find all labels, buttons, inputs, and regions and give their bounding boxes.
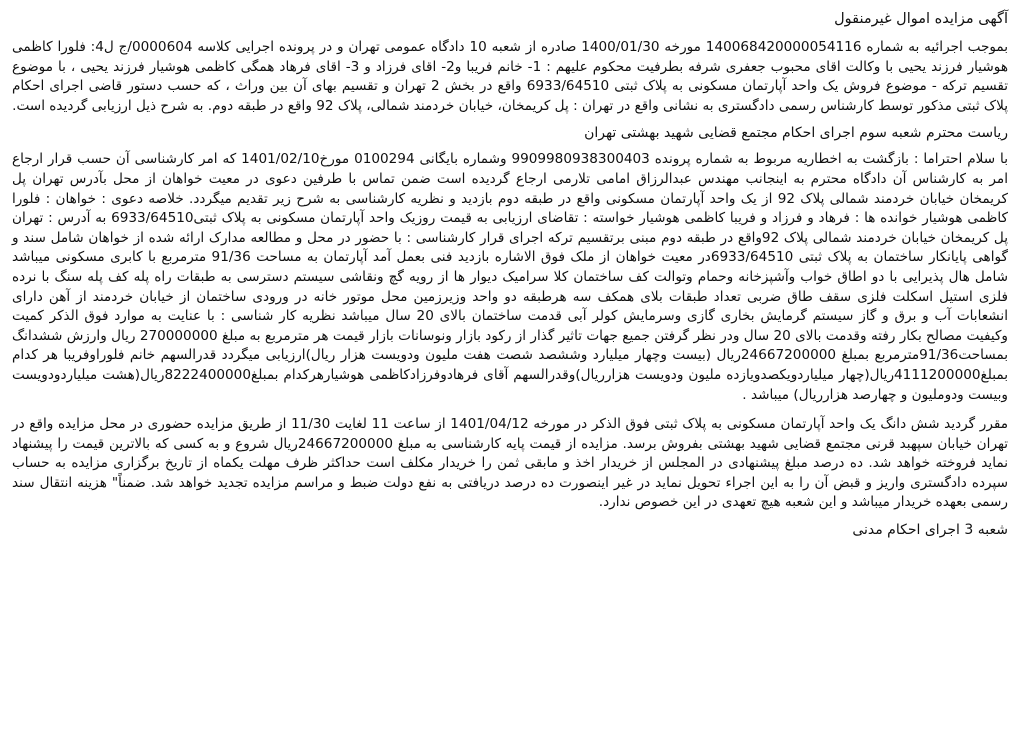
auction-terms-paragraph: مقرر گردید شش دانگ یک واحد آپارتمان مسکونی به پلاک ثبتی فوق الذکر در مورخه 1401/04/12 از ساعت 11 لغایت 11/30 از طریق مزایده حضوری در محل مزایده واقع در تهران خیابان سپهبد قرنی مجتمع قضایی شهید بهشتی بفروش برسد. مزایده از قیمت پایه کارشناسی به مبلغ 24667200000ریال شروع و به کسی که بالاترین قیمت را پیشنهاد نماید فروخته خواهد شد. ده درصد مبلغ پیشنهادی در المجلس از خریدار اخذ و مابقی ثمن را خریدار مکلف است حداکثر ظرف مهلت یکماه از تاریخ برگزاری مزایده به حساب سپرده دادگستری واریز و قبض آن را به این اجراء تحویل نماید در غیر اینصورت ده درصد دریافتی به نفع دولت ضبط و مراسم مزایده تجدید خواهد شد. ضمناً" هزینه انتقال سند رسمی بعهده خریدار میباشد و این شعبه هیچ تعهدی در این خصوص ندارد. bbox=[12, 416, 1009, 511]
paragraph-spacer bbox=[12, 405, 1008, 415]
document-title: آگهی مزایده اموال غیرمنقول bbox=[834, 11, 1008, 27]
expert-report-paragraph: با سلام احتراما : بازگشت به اخطاریه مربوط به شماره پرونده 9909980938300403 وشماره بایگانی 0100294 مورخ1401/02/10 که امر کارشناسی آن حسب قرار ارجاع امر به کارشناس آن دادگاه محترم به اینجانب مهندس عبدالرزاق امامی تلارمی ارجاع گردیده است ضمن تماس با طرفین دعوی در معیت خواهان از محل بآدرس تهران پل کریمخان خیابان خردمند شمالی پلاک 92 از یک واحد آپارتمان مسکونی واقع در طبقه دوم بازدید و نظریه کارشناسی به شرح زیر تقدیم میگردد. خلاصه دعوی : خواهان : فلورا کاظمی هوشیار خوانده ها : فرهاد و فرزاد و فریبا کاظمی هوشیار خواسته : تقاضای ارزیابی به قیمت روزیک واحد آپارتمان مسکونی به پلاک ثبتی6933/64510 به آدرس : تهران پل کریمخان خیابان خردمند شمالی پلاک 92واقع در طبقه دوم مبنی برتقسیم ترکه اجرای قرار کارشناسی : با حضور در محل و مطالعه مدارک ارائه شده از خواهان شامل سند و گواهی پایانکار ساختمان به پلاک ثبتی 6933/64510در معیت خواهان از ملک فوق الاشاره بازدید فنی بعمل آمد آپارتمان به مساحت 91/36 مترمربع با کابری مسکونی میباشد شامل هال پذیرایی با دو اطاق خواب وآشپزخانه وحمام وتوالت کف ساختمان کلا سرامیک دیوار ها از رویه گچ ونقاشی سیستم دسترسی به طبقات راه پله کف پله سنگ با نرده فلزی استیل اسکلت فلزی سقف طاق ضربی تعداد طبقات بلای همکف سه هرطبقه دو واحد وزیرزمین محل موتور خانه در ورودی ساختمان از خیابان خردمند از آهن دارای انشعابات آب و برق و گاز سیستم گرمایش بخاری گازی وسرمایش کولر آبی قدمت ساختمان بالای 20 سال میباشد نظریه کار شناسی : با عنایت به موارد فوق الذکر کمیت وکیفیت مصالح بکار رفته وقدمت بالای 20 سال ودر نظر گرفتن جمیع جهات تاثیر گذار از رکود بازار ونوسانات بازار قیمت هر مترمربع به مبلغ 270000000 ریال وارزش ششدانگ بمساحت91/36مترمربع بمبلغ 24667200000ریال (بیست وچهار میلیارد وششصد شصت هفت ملیون ودویست هزار ریال)ارزیابی میگردد قدرالسهم خانم فلوراوفریبا هر کدام بمبلغ4111200000ریال(چهار میلیاردویکصدویازده ملیون ودویست هزارریال)وقدرالسهم آقای فرهادوفرزادکاظمی هوشیارهرکدام بمبلغ8222400000ریال(هشت میلیاردودویست وبیست ودوملیون و چهارصد هزارریال) میباشد . bbox=[12, 151, 1009, 403]
issuing-branch-signature: شعبه 3 اجرای احکام مدنی bbox=[852, 522, 1008, 539]
execution-order-paragraph: بموجب اجرائیه به شماره 140068420000054116 مورخه 1400/01/30 صادره از شعبه 10 دادگاه عمومی تهران و در پرونده اجرایی کلاسه 0000604/ج ل4: فلورا کاظمی هوشیار فرزند یحیی با وکالت اقای محبوب جعفری شرفه بطرفیت محکوم علیهم : 1- خانم فریبا و2- اقای فرزاد و 3- اقای فرهاد همگی کاظمی هوشیار فرزند یحیی ، با موضوع تقسیم ترکه - موضوع فروش یک واحد آپارتمان مسکونی به پلاک ثبتی 6933/64510 واقع در بخش 2 تهران و تقسیم بهای آن بین وراث ، که حسب دستور قاضی اجرای احکام پلاک ثبتی مذکور توسط کارشناس رسمی دادگستری به نشانی واقع در تهران : پل کریمخان، خیابان خردمند شمالی، پلاک 92 واقع در طبقه دوم. به شرح ذیل ارزیابی گردیده است. bbox=[12, 39, 1009, 114]
addressee-heading: ریاست محترم شعبه سوم اجرای احکام مجتمع قضایی شهید بهشتی تهران bbox=[584, 125, 1008, 142]
